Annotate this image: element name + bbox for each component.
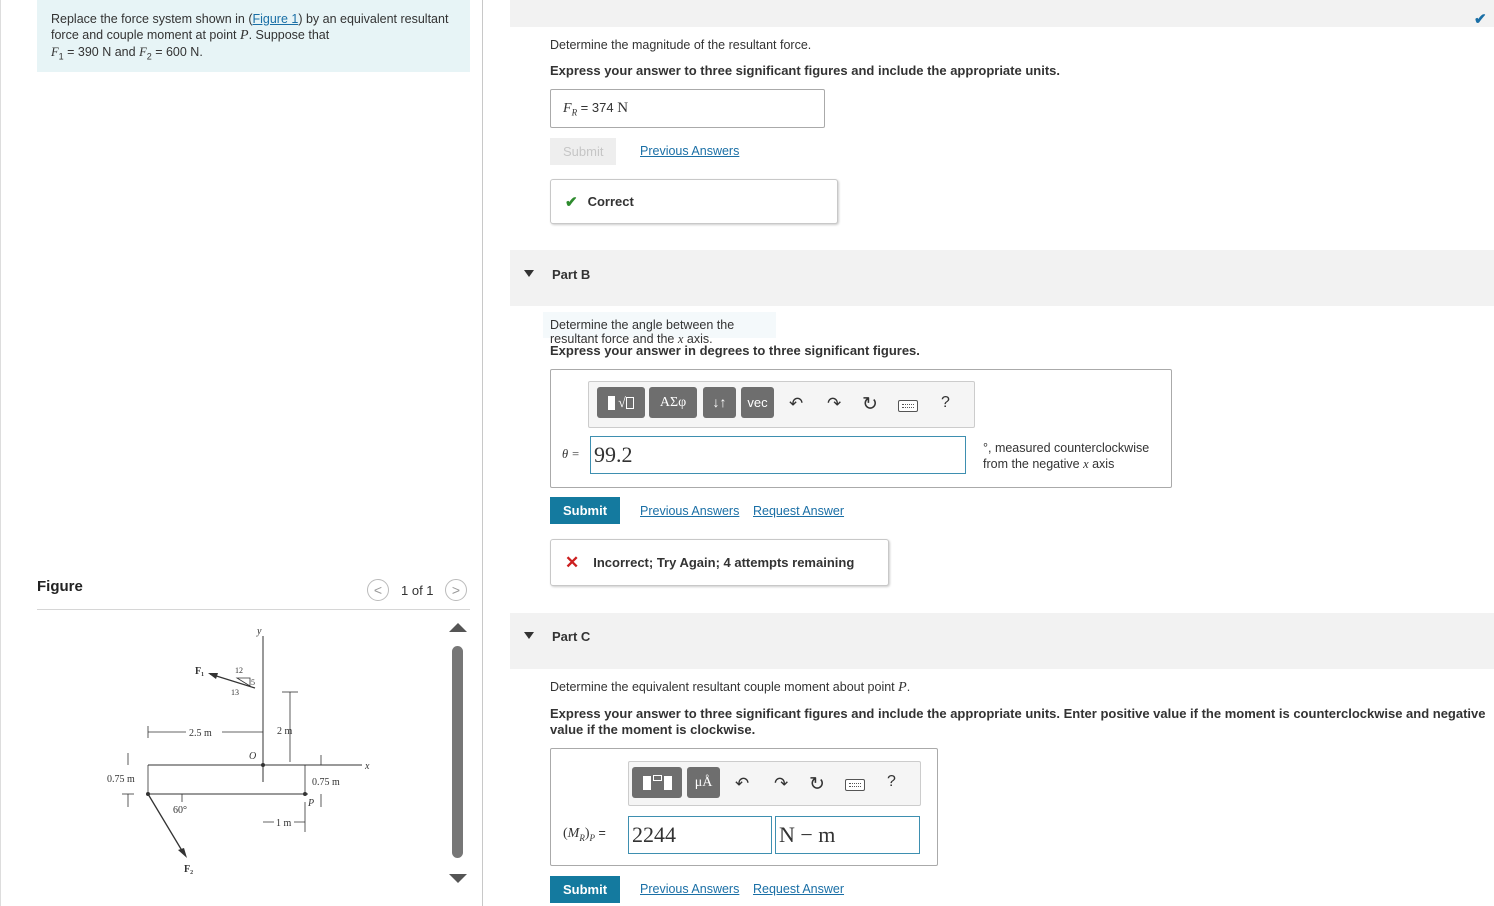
figure-prev-button[interactable]: <	[367, 579, 389, 601]
mrp-close-paren: )	[584, 826, 590, 841]
theta-unit-suffix	[983, 440, 1149, 472]
part-c-instruction: Express your answer to three significant figures and include the appropriate units. Enter positive value if the moment is counterclockwise and negative value if the moment is clockwise.	[550, 706, 1486, 737]
fr-subscript: R	[571, 107, 578, 118]
theta-label	[562, 447, 580, 462]
point-p-label: P	[308, 798, 315, 809]
mrp-value-input[interactable]: 2244	[628, 816, 772, 854]
f2-symbol: F	[139, 45, 147, 59]
part-b-feedback-incorrect	[550, 539, 889, 586]
dim-2m: 2 m	[277, 726, 293, 737]
f1-value: = 390 N and	[63, 45, 140, 59]
part-c-request-answer-link[interactable]: Request Answer	[753, 882, 845, 896]
y-axis-label: y	[257, 626, 262, 637]
slope-5: 5	[251, 678, 255, 687]
fr-value: 374	[591, 100, 614, 115]
dim-2-5m: 2.5 m	[189, 728, 212, 739]
part-c-p-var: P	[898, 680, 907, 695]
part-c-prompt-text: Determine the equivalent resultant couple moment about point	[550, 680, 899, 694]
figure-next-button[interactable]: >	[445, 579, 467, 601]
reset-icon[interactable]: ↻	[862, 394, 878, 415]
part-b-request-answer-link[interactable]: Request Answer	[753, 504, 845, 518]
suffix-line-1: °, measured counterclockwise	[983, 441, 1150, 455]
part-b-feedback-text: Incorrect; Try Again; 4 attempts remaining	[593, 555, 855, 570]
part-c-header[interactable]	[510, 613, 1494, 669]
f1-symbol: F	[51, 45, 59, 59]
part-b-x-var: x	[677, 332, 684, 346]
dim-0-75m-right: 0.75 m	[312, 777, 340, 788]
part-a-complete-check-icon: ✔	[1474, 11, 1487, 28]
theta-symbol: θ =	[562, 447, 580, 461]
figure-link[interactable]: Figure 1	[252, 12, 299, 26]
mrp-open-paren: (	[563, 826, 568, 841]
template-sqrt-button[interactable]: √	[597, 387, 645, 418]
keyboard-icon[interactable]	[845, 779, 865, 791]
figure-scroll-down-arrow[interactable]	[449, 874, 467, 883]
panel-divider[interactable]	[482, 0, 483, 906]
part-b-instruction: Express your answer in degrees to three significant figures.	[550, 343, 920, 358]
part-c-submit-button[interactable]: Submit	[550, 876, 620, 903]
part-c-prompt-end: .	[906, 680, 911, 694]
figure-divider	[37, 609, 470, 610]
correct-check-icon: ✔	[565, 193, 578, 211]
part-b-math-toolbar	[588, 381, 975, 428]
dim-0-75m-left: 0.75 m	[107, 774, 135, 785]
f1-subscript: 1	[58, 51, 64, 62]
fr-unit: N	[617, 100, 629, 116]
part-a-instruction: Express your answer to three significant figures and include the appropriate units.	[550, 63, 1060, 78]
part-a-prompt: Determine the magnitude of the resultant force.	[550, 38, 812, 52]
force-system-figure	[100, 622, 380, 887]
part-b-collapse-icon[interactable]	[524, 270, 534, 277]
origin-label: O	[249, 751, 257, 762]
part-b-submit-button[interactable]: Submit	[550, 497, 620, 524]
figure-scroll-up-arrow[interactable]	[449, 623, 467, 632]
reset-icon[interactable]: ↻	[809, 774, 825, 795]
f1-label: F₁	[195, 666, 205, 677]
part-a-feedback-text: Correct	[587, 194, 634, 209]
suffix-line-2: from the negative	[983, 457, 1084, 471]
part-a-header-band	[510, 0, 1494, 27]
f2-label: F₂	[184, 864, 194, 875]
part-a-submit-button[interactable]: Submit	[550, 138, 616, 165]
part-b-prompt	[543, 312, 776, 346]
mrp-label	[563, 824, 606, 843]
fr-equals: =	[577, 100, 592, 115]
dim-1m: 1 m	[276, 818, 292, 829]
redo-icon[interactable]: ↷	[827, 394, 842, 413]
slope-12: 12	[235, 666, 243, 675]
figure-title: Figure	[37, 578, 83, 595]
part-b-prompt-end: axis.	[683, 332, 713, 346]
f2-arrow	[148, 794, 184, 854]
part-a-answer-display	[550, 89, 825, 128]
suffix-x-var: x	[1083, 457, 1089, 471]
part-a-feedback-correct	[550, 179, 838, 224]
greek-symbols-button[interactable]: ΑΣφ	[649, 387, 697, 418]
part-c-title: Part C	[552, 629, 591, 644]
part-c-prompt	[550, 680, 910, 696]
part-c-collapse-icon[interactable]	[524, 632, 534, 639]
mrp-sub-p: P	[589, 832, 596, 843]
mrp-equals: =	[595, 826, 606, 840]
part-b-title: Part B	[552, 267, 591, 282]
fr-symbol: F	[563, 101, 572, 116]
mrp-sub-r: R	[579, 832, 585, 843]
problem-text: Replace the force system shown in (	[51, 12, 253, 26]
incorrect-x-icon: ✕	[565, 552, 580, 572]
part-c-math-toolbar	[628, 761, 921, 806]
mrp-m: M	[567, 826, 580, 841]
part-b-prompt-text: Determine the angle between the resultant force and the	[550, 318, 735, 346]
point-p-marker	[303, 792, 307, 796]
problem-statement	[37, 0, 470, 72]
point-p: P	[240, 28, 249, 43]
part-a-previous-answers-link[interactable]: Previous Answers	[640, 144, 740, 158]
problem-text-2: ) by an equivalent resultant force and couple moment at point	[51, 12, 449, 42]
undo-icon[interactable]: ↶	[735, 774, 750, 793]
suffix-line-2-end: axis	[1088, 457, 1115, 471]
keyboard-icon[interactable]	[898, 400, 918, 412]
x-axis-label: x	[365, 761, 370, 772]
vec-button[interactable]: vec	[741, 387, 774, 418]
part-c-previous-answers-link[interactable]: Previous Answers	[640, 882, 740, 896]
arrows-button[interactable]: ↓↑	[703, 387, 736, 418]
redo-icon[interactable]: ↷	[774, 774, 789, 793]
part-b-previous-answers-link[interactable]: Previous Answers	[640, 504, 740, 518]
figure-pager-text: 1 of 1	[401, 583, 434, 598]
figure-scrollbar-thumb[interactable]	[452, 646, 463, 858]
mrp-unit-input[interactable]: N − m	[775, 816, 920, 854]
f2-subscript: 2	[146, 51, 152, 62]
part-b-header[interactable]	[510, 250, 1494, 306]
help-icon[interactable]: ?	[941, 394, 950, 411]
origin-point	[261, 763, 265, 767]
undo-icon[interactable]: ↶	[789, 394, 804, 413]
units-button[interactable]: μÅ	[687, 767, 720, 798]
template-blocks-button[interactable]	[632, 767, 682, 798]
angle-60: 60°	[173, 805, 187, 816]
f2-value: = 600 N.	[151, 45, 203, 59]
theta-input[interactable]: 99.2	[590, 436, 966, 474]
problem-text-3: . Suppose that	[248, 28, 330, 42]
slope-13: 13	[231, 688, 239, 697]
help-icon[interactable]: ?	[887, 773, 896, 790]
